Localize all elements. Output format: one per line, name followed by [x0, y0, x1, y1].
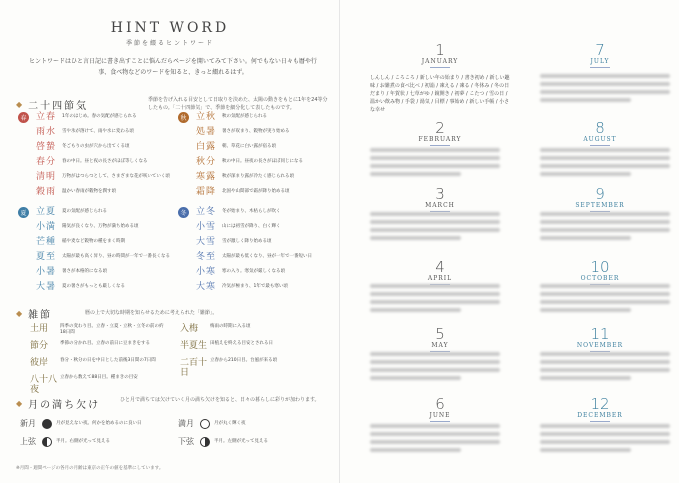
- sekki-term: [36, 112, 174, 122]
- blurred-line: [370, 368, 500, 372]
- moon-phase-name: 満月: [178, 419, 194, 428]
- moon-heading: ◆ 月の満ち欠け: [16, 399, 101, 411]
- sekki-term: [196, 112, 334, 122]
- month-underline: [590, 145, 610, 146]
- month-number: 4: [435, 258, 445, 276]
- term-desc: 寒の入り。寒気が厳しくなる頃: [222, 269, 285, 274]
- term-name: 処暑: [196, 127, 217, 137]
- zassetsu-item: [30, 358, 165, 368]
- zassetsu-desc: 暦の上で大切な時期を知らせるために考えられた「雑節」。: [85, 310, 218, 316]
- zassetsu-name: 八十八夜: [30, 375, 58, 395]
- sekki-term: [36, 207, 174, 217]
- blurred-line: [540, 292, 670, 296]
- term-name: 夏至: [36, 252, 57, 262]
- zassetsu-item: [30, 324, 165, 336]
- term-desc: 北国や山間部で霜が降り始める頃: [222, 189, 290, 194]
- blurred-line: [540, 300, 670, 304]
- term-desc: 万物がはつらつとして、さまざまな花が咲いていく頃: [62, 174, 170, 179]
- moon-phase-name: 新月: [20, 419, 36, 428]
- blurred-line: [370, 376, 461, 380]
- diamond-icon: ◆: [16, 100, 25, 109]
- zassetsu-name: 二百十日: [180, 358, 208, 378]
- term-name: 小満: [36, 222, 57, 232]
- zassetsu-item: [180, 358, 315, 378]
- moon-phase-desc: 月が見えない夜。何かを始めるのに良い日: [56, 420, 142, 426]
- spring-badge-icon: 春: [18, 112, 29, 123]
- zassetsu-item: [180, 341, 315, 351]
- blurred-line: [540, 156, 670, 160]
- zassetsu-desc-text: 立春から数えて88日目。種まきの目安: [60, 375, 138, 380]
- sekki-term: [196, 207, 334, 217]
- month-header: [380, 259, 500, 285]
- blurred-text-block: [370, 424, 500, 456]
- sekki-term: [196, 267, 334, 277]
- month-name: OCTOBER: [580, 275, 620, 282]
- term-name: 立冬: [196, 207, 217, 217]
- term-desc: 冬が始まり、木枯らしが吹く: [222, 209, 281, 214]
- moon-phase-item: [178, 418, 324, 429]
- blurred-line: [540, 352, 670, 356]
- month-name: JUNE: [429, 412, 451, 419]
- month-header: [380, 42, 500, 68]
- blurred-line: [540, 424, 670, 428]
- term-name: 立夏: [36, 207, 57, 217]
- moon-phase-desc: 半月。右側が光って見える: [56, 438, 110, 444]
- month-header: [540, 326, 660, 352]
- month-header: [540, 120, 660, 146]
- blurred-line: [370, 164, 500, 168]
- moon-phase-item: [20, 418, 166, 429]
- month-name: AUGUST: [583, 136, 617, 143]
- term-name: 秋分: [196, 157, 217, 167]
- month-header: [540, 396, 660, 422]
- moon-phase-name: 上弦: [20, 437, 36, 446]
- month-name: FEBRUARY: [418, 136, 462, 143]
- moon-desc: ひと月で満ちては欠けていく月の満ち欠けを知ると、日々の暮らしに彩りが加わります。: [120, 397, 320, 403]
- blurred-line: [370, 424, 500, 428]
- blurred-line: [370, 292, 500, 296]
- term-desc: 稲や麦など穀物の種をまく時期: [62, 239, 125, 244]
- blurred-line: [540, 98, 631, 102]
- blurred-text-block: [540, 424, 670, 456]
- blurred-line: [540, 220, 670, 224]
- zassetsu-heading: ◆ 雑節: [16, 309, 53, 321]
- blurred-line: [370, 172, 461, 176]
- month-name: JULY: [590, 58, 610, 65]
- sekki-term: [36, 237, 174, 247]
- term-name: 白露: [196, 142, 217, 152]
- blurred-line: [540, 148, 670, 152]
- zassetsu-desc-text: 四季の変わり目。立春・立夏・立秋・立冬の前の約18日間: [60, 324, 164, 335]
- zassetsu-desc-text: 立春から210日目。台風が来る頃: [210, 358, 278, 363]
- zassetsu-name: 入梅: [180, 324, 199, 334]
- winter-badge-icon: 冬: [178, 207, 189, 218]
- sekki-term: [196, 252, 334, 262]
- month-name: SEPTEMBER: [575, 202, 625, 209]
- moon-icon: [42, 437, 52, 447]
- month-number: 9: [595, 185, 605, 203]
- moon-icon: [200, 437, 210, 447]
- moon-phase-desc: 半月。左側が光って見える: [214, 438, 268, 444]
- month-underline: [590, 67, 610, 68]
- moon-phase-desc: 月が丸く輝く夜: [214, 420, 246, 426]
- zassetsu-desc-text: 田植えを終える目安とされる日: [210, 341, 273, 346]
- month-number: 10: [590, 258, 610, 276]
- blurred-line: [540, 448, 631, 452]
- blurred-line: [370, 308, 461, 312]
- term-name: 啓蟄: [36, 142, 57, 152]
- term-name: 小雪: [196, 222, 217, 232]
- zassetsu-item: [180, 324, 315, 334]
- blurred-line: [540, 360, 670, 364]
- month-number: 5: [435, 325, 445, 343]
- blurred-text-block: [370, 212, 500, 244]
- blurred-line: [540, 432, 670, 436]
- term-desc: 暑さが収まり、穀物が実り始める: [222, 129, 290, 134]
- month-number: 11: [590, 325, 610, 343]
- sekki-term: [196, 187, 334, 197]
- sekki-term: [36, 267, 174, 277]
- zassetsu-name: 節分: [30, 341, 49, 351]
- sekki-term: [36, 127, 174, 137]
- blurred-line: [540, 368, 670, 372]
- diamond-icon: ◆: [16, 309, 25, 318]
- blurred-line: [370, 284, 500, 288]
- moon-icon: [200, 419, 210, 429]
- month-header: [540, 42, 660, 68]
- page-subtitle: 季節を綴るヒントワード: [125, 40, 214, 47]
- month-number: 1: [435, 41, 445, 59]
- blurred-line: [370, 432, 500, 436]
- month-name: JANUARY: [421, 58, 459, 65]
- blurred-line: [370, 156, 500, 160]
- term-name: 大暑: [36, 282, 57, 292]
- month-name: NOVEMBER: [576, 342, 624, 349]
- term-name: 大雪: [196, 237, 217, 247]
- blurred-line: [540, 228, 670, 232]
- blurred-line: [540, 74, 670, 78]
- blurred-line: [540, 376, 631, 380]
- footnote: ※月間・週間ページの各月の月齢は東京の正午の値を基準にしています。: [16, 466, 164, 471]
- term-name: 立春: [36, 112, 57, 122]
- month-name: MAY: [431, 342, 449, 349]
- blurred-text-block: [370, 284, 500, 316]
- zassetsu-item: [30, 341, 165, 351]
- sekki-term: [196, 142, 334, 152]
- diamond-icon: ◆: [16, 399, 25, 408]
- term-desc: 夏の気配が感じられる: [62, 209, 107, 214]
- zassetsu-name: 彼岸: [30, 358, 49, 368]
- month-underline: [430, 145, 450, 146]
- term-desc: 太陽が最も高く昇り、昼の時間が一年で一番長くなる: [62, 254, 170, 259]
- month-number: 6: [435, 395, 445, 413]
- zassetsu-desc-text: 春分・秋分の日を中日とした前後3日間の7日間: [60, 358, 156, 363]
- month-header: [380, 396, 500, 422]
- term-name: 小暑: [36, 267, 57, 277]
- zassetsu-name: 半夏生: [180, 341, 208, 351]
- blurred-line: [540, 236, 631, 240]
- sekki-heading: ◆ 二十四節気: [16, 100, 89, 112]
- blurred-text-block: [540, 148, 670, 180]
- sekki-term: [36, 282, 174, 292]
- moon-phase-item: [178, 436, 324, 447]
- term-name: 大寒: [196, 282, 217, 292]
- term-desc: 山には初雪が降り、白く輝く: [222, 224, 281, 229]
- page-title: HINT WORD: [110, 20, 230, 36]
- blurred-text-block: [540, 284, 670, 316]
- blurred-line: [370, 448, 461, 452]
- blurred-line: [370, 148, 500, 152]
- term-name: 穀雨: [36, 187, 57, 197]
- term-name: 霜降: [196, 187, 217, 197]
- sekki-term: [36, 187, 174, 197]
- term-desc: 秋が深まり露が冷たく感じられる頃: [222, 174, 294, 179]
- term-name: 春分: [36, 157, 57, 167]
- term-desc: 温かい春雨が穀物を潤す頃: [62, 189, 116, 194]
- blurred-line: [370, 440, 500, 444]
- zassetsu-name: 土用: [30, 324, 49, 334]
- term-desc: 1年のはじめ。春の気配が感じられる: [62, 114, 137, 119]
- blurred-text-block: [370, 148, 500, 180]
- term-desc: 暑さが本格的になる頃: [62, 269, 107, 274]
- zassetsu-desc-text: 季節の分かれ目。立春の前日に豆まきをする: [60, 341, 150, 346]
- moon-phase-item: [20, 436, 166, 447]
- blurred-line: [370, 352, 500, 356]
- month-header: [540, 186, 660, 212]
- sekki-term: [36, 252, 174, 262]
- zassetsu-item: [30, 375, 165, 395]
- blurred-line: [370, 236, 461, 240]
- term-desc: 秋の中日。昼夜の長さがほぼ同じになる: [222, 159, 303, 164]
- january-words: しんしん / ころころ / 新しい年の始まり / 書き初め / 新しい趣味 / お雑煮の食べ比べ / 初詣 / 凍える / 凍る / 冬休み / 冬の日だまり / 年賀状 / 七草がゆ / 鏡開き / 初夢 / こたつ / 雪の日 / 温かい飲み物 / 手袋 / 湯気 / 目標 / 事始め / 新しい手帳 / 小さな幸せ: [370, 75, 510, 113]
- blurred-text-block: [540, 74, 670, 106]
- blurred-line: [540, 82, 670, 86]
- blurred-line: [540, 172, 631, 176]
- month-number: 12: [590, 395, 610, 413]
- sekki-term: [36, 142, 174, 152]
- term-name: 冬至: [196, 252, 217, 262]
- blurred-line: [540, 90, 670, 94]
- month-name: DECEMBER: [577, 412, 623, 419]
- blurred-line: [540, 308, 631, 312]
- sekki-term: [196, 222, 334, 232]
- sekki-term: [196, 237, 334, 247]
- month-header: [540, 259, 660, 285]
- sekki-desc: 季節を告げ入れる目安として日取りを決めた、太陽の動きをもとに1年を24等分したもの。「二十四節気」で、季節を細分化して表したものです。: [148, 97, 328, 111]
- blurred-line: [540, 440, 670, 444]
- term-name: 芒種: [36, 237, 57, 247]
- term-desc: 朝、草花に白い露が宿る頃: [222, 144, 276, 149]
- month-underline: [430, 421, 450, 422]
- month-name: APRIL: [427, 275, 453, 282]
- sekki-term: [36, 222, 174, 232]
- term-name: 雨水: [36, 127, 57, 137]
- month-name: MARCH: [425, 202, 455, 209]
- month-number: 2: [435, 119, 445, 137]
- term-desc: 冬ごもりの虫が穴から出てくる頃: [62, 144, 130, 149]
- term-desc: 冷気が極まり、1年で最も寒い頃: [222, 284, 288, 289]
- month-number: 3: [435, 185, 445, 203]
- blurred-line: [370, 220, 500, 224]
- term-desc: 夏の暑さがもっとも厳しくなる: [62, 284, 125, 289]
- blurred-line: [540, 212, 670, 216]
- blurred-line: [370, 228, 500, 232]
- month-underline: [590, 421, 610, 422]
- blurred-line: [370, 300, 500, 304]
- blurred-line: [540, 284, 670, 288]
- blurred-line: [370, 360, 500, 364]
- month-header: [380, 120, 500, 146]
- autumn-badge-icon: 秋: [178, 112, 189, 123]
- moon-icon: [42, 419, 52, 429]
- month-underline: [430, 67, 450, 68]
- right-page: [340, 0, 679, 483]
- sekki-term: [196, 157, 334, 167]
- blurred-line: [540, 164, 670, 168]
- term-desc: 春の中日。昼と夜の長さがほぼ等しくなる: [62, 159, 148, 164]
- month-number: 7: [595, 41, 605, 59]
- term-name: 清明: [36, 172, 57, 182]
- term-name: 小寒: [196, 267, 217, 277]
- summer-badge-icon: 夏: [18, 207, 29, 218]
- blurred-text-block: [370, 352, 500, 384]
- term-desc: 秋の気配が感じられる: [222, 114, 267, 119]
- sekki-term: [196, 172, 334, 182]
- intro-text: ヒントワードはひと言日記に書き出すことに悩んだらページを開いてみて下さい。何でもない日々も暦や行事、食べ物などのワードを知ると、きっと綴れるはず。: [29, 58, 317, 76]
- blurred-text-block: [540, 212, 670, 244]
- sekki-term: [196, 282, 334, 292]
- sekki-term: [36, 172, 174, 182]
- month-header: [380, 186, 500, 212]
- term-desc: 雪や氷が溶けて、雨や水に変わる頃: [62, 129, 134, 134]
- term-name: 立秋: [196, 112, 217, 122]
- sekki-term: [36, 157, 174, 167]
- zassetsu-desc-text: 梅雨の時期に入る頃: [210, 324, 251, 329]
- term-desc: 陽気が良くなり、万物が満ち始める頃: [62, 224, 139, 229]
- term-desc: 雪が激しく降り始める頃: [222, 239, 272, 244]
- month-number: 8: [595, 119, 605, 137]
- month-header: [380, 326, 500, 352]
- moon-phase-name: 下弦: [178, 437, 194, 446]
- term-name: 寒露: [196, 172, 217, 182]
- term-desc: 太陽が最も低くなり、昼が一年で一番短い日: [222, 254, 312, 259]
- blurred-text-block: [540, 352, 670, 384]
- sekki-term: [196, 127, 334, 137]
- blurred-line: [370, 212, 500, 216]
